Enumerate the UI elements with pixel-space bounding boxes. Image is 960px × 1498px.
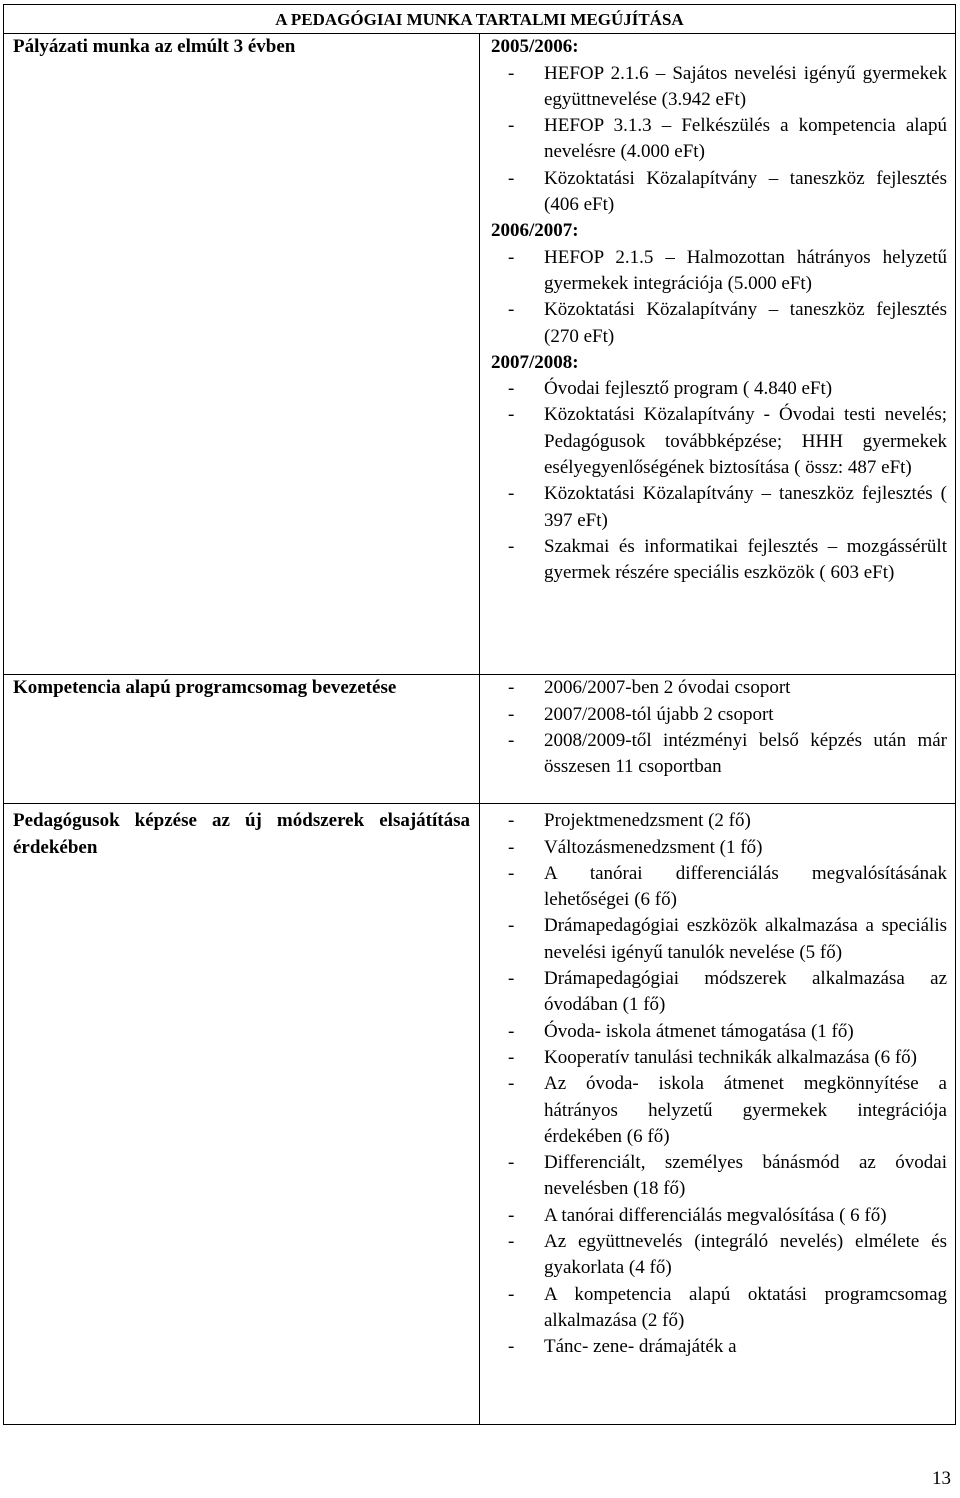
item-list (491, 808, 947, 1360)
row-label-cell (4, 675, 480, 804)
list-item: - Közoktatási Közalapítvány – taneszköz fejlesztés ( 397 eFt) (491, 481, 947, 534)
row-label-cell (4, 34, 480, 675)
list-item: - A kompetencia alapú oktatási programcsomag alkalmazása (2 fő) (491, 1282, 947, 1335)
year-label: 2005/2006: (491, 36, 579, 58)
row-label-cell (4, 804, 480, 1425)
item-list (491, 245, 947, 350)
list-item: - Kooperatív tanulási technikák alkalmazása (6 fő) (491, 1045, 947, 1071)
list-item: - Változásmenedzsment (1 fő) (491, 835, 947, 861)
row-label: Pedagógusok képzése az új módszerek elsajátítása érdekében (13, 810, 470, 858)
list-item: - Drámapedagógiai eszközök alkalmazása a speciális nevelési igényű tanulók nevelése (5 fő) (491, 913, 947, 966)
list-item: - 2007/2008-tól újabb 2 csoport (491, 702, 947, 728)
item-list (491, 61, 947, 219)
table-row (4, 675, 956, 804)
list-item: - HEFOP 2.1.6 – Sajátos nevelési igényű gyermekek együttnevelése (3.942 eFt) (491, 61, 947, 114)
page-number: 13 (932, 1468, 951, 1489)
list-item: - Közoktatási Közalapítvány – taneszköz fejlesztés (406 eFt) (491, 166, 947, 219)
list-item: - HEFOP 2.1.5 – Halmozottan hátrányos helyzetű gyermekek integrációja (5.000 eFt) (491, 245, 947, 298)
row-content-cell (480, 675, 956, 804)
table-row (4, 804, 956, 1425)
item-list (491, 376, 947, 586)
list-item: - Tánc- zene- drámajáték a (491, 1334, 947, 1360)
list-item: - Projektmenedzsment (2 fő) (491, 808, 947, 834)
list-item: - Óvoda- iskola átmenet támogatása (1 fő) (491, 1019, 947, 1045)
list-item: - Közoktatási Közalapítvány – taneszköz fejlesztés (270 eFt) (491, 297, 947, 350)
table-row (4, 34, 956, 675)
list-item: - 2008/2009-től intézményi belső képzés után már összesen 11 csoportban (491, 728, 947, 781)
item-list (491, 675, 947, 780)
list-item: - Az óvoda- iskola átmenet megkönnyítése a hátrányos helyzetű gyermekek integrációja érdekében (6 fő) (491, 1071, 947, 1150)
year-label: 2006/2007: (491, 220, 579, 242)
year-label: 2007/2008: (491, 351, 579, 373)
list-item: - Differenciált, személyes bánásmód az óvodai nevelésben (18 fő) (491, 1150, 947, 1203)
row-content-cell (480, 34, 956, 675)
list-item: - Szakmai és informatikai fejlesztés – mozgássérült gyermek részére speciális eszközök ( 603 eFt) (491, 534, 947, 587)
list-item: - Óvodai fejlesztő program ( 4.840 eFt) (491, 376, 947, 402)
list-item: - HEFOP 3.1.3 – Felkészülés a kompetencia alapú nevelésre (4.000 eFt) (491, 113, 947, 166)
list-item: - Drámapedagógiai módszerek alkalmazása az óvodában (1 fő) (491, 966, 947, 1019)
list-item: - A tanórai differenciálás megvalósításának lehetőségei (6 fő) (491, 861, 947, 914)
list-item: - A tanórai differenciálás megvalósítása ( 6 fő) (491, 1203, 947, 1229)
list-item: - Az együttnevelés (integráló nevelés) elmélete és gyakorlata (4 fő) (491, 1229, 947, 1282)
row-content-cell (480, 804, 956, 1425)
row-label: Pályázati munka az elmúlt 3 évben (13, 36, 296, 58)
table-header: A PEDAGÓGIAI MUNKA TARTALMI MEGÚJÍTÁSA (4, 5, 956, 34)
row-label: Kompetencia alapú programcsomag bevezetése (13, 677, 397, 699)
list-item: - 2006/2007-ben 2 óvodai csoport (491, 675, 947, 701)
content-table (3, 4, 956, 1425)
list-item: - Közoktatási Közalapítvány - Óvodai testi nevelés; Pedagógusok továbbképzése; HHH gyermekek esélyegyenlőségének biztosítása ( össz: 487 eFt) (491, 402, 947, 481)
